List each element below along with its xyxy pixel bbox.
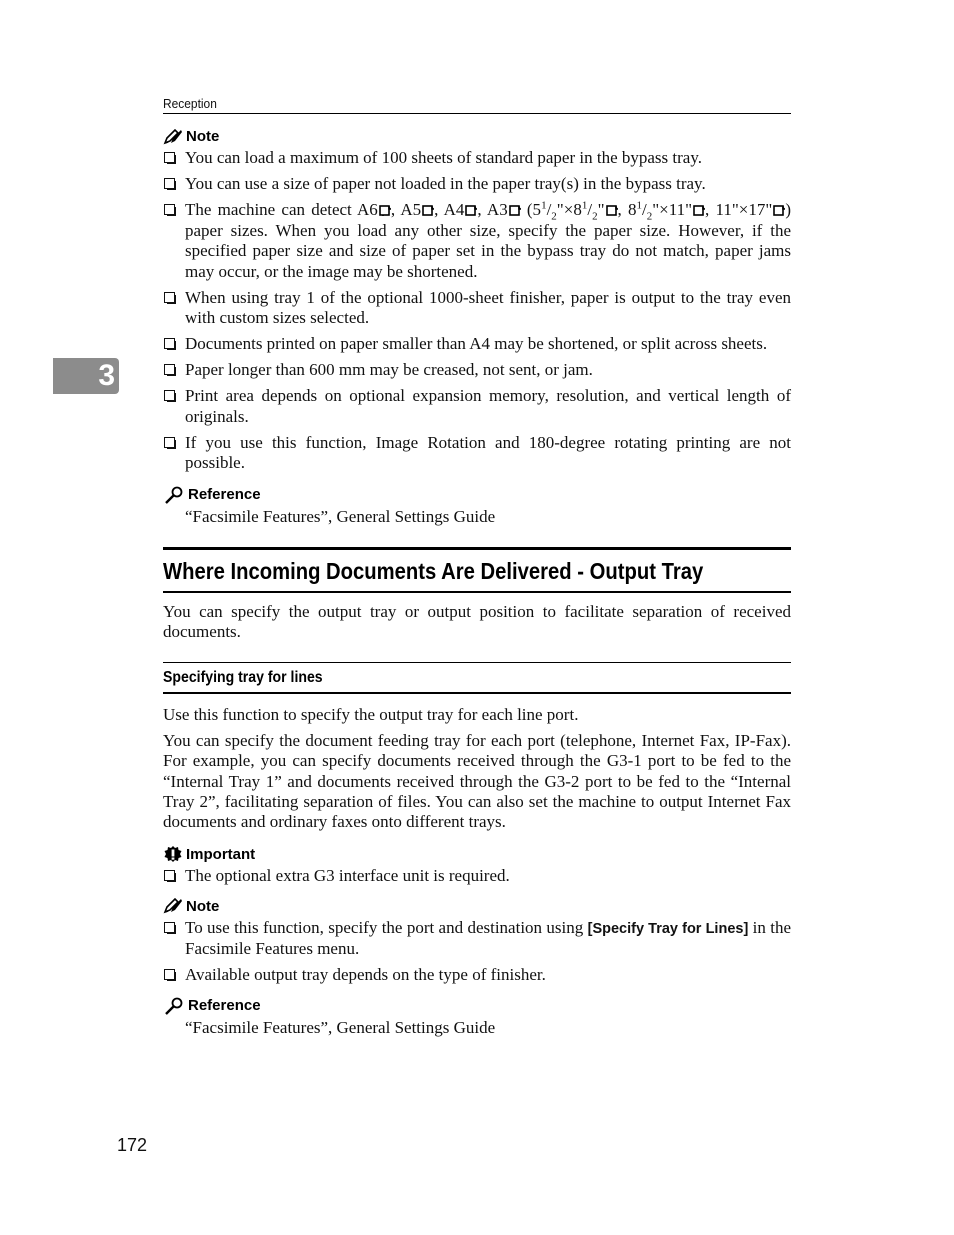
list-item: You can load a maximum of 100 sheets of standard paper in the bypass tray. [163, 148, 791, 169]
section-intro: You can specify the output tray or output position to facilitate separation of received documents. [163, 601, 791, 641]
list-item: Paper longer than 600 mm may be creased, not sent, or jam. [163, 360, 791, 381]
pencil-icon [163, 898, 183, 914]
checkbox-bullet-icon [164, 390, 175, 401]
list-item: The optional extra G3 interface unit is required. [163, 866, 791, 887]
pencil-icon [163, 129, 183, 145]
magnifier-icon [163, 997, 185, 1015]
list-item: You can use a size of paper not loaded in the paper tray(s) in the bypass tray. [163, 174, 791, 195]
list-item: Documents printed on paper smaller than A4 may be shortened, or split across sheets. [163, 334, 791, 355]
checkbox-bullet-icon [164, 969, 175, 980]
checkbox-bullet-icon [164, 870, 175, 881]
checkbox-bullet-icon [164, 364, 175, 375]
important-icon [163, 845, 183, 863]
important-list [163, 866, 791, 887]
section-title: Where Incoming Documents Are Delivered - Output Tray [163, 547, 791, 593]
reference-text: “Facsimile Features”, General Settings Guide [185, 506, 496, 526]
reference-heading: Reference [163, 997, 791, 1015]
paper-orientation-icon [379, 205, 391, 216]
reference-heading: Reference [163, 486, 791, 504]
checkbox-bullet-icon [164, 204, 175, 215]
list-item: If you use this function, Image Rotation and 180-degree rotating printing are not possible. [163, 433, 791, 474]
chapter-tab [53, 358, 119, 394]
list-item: The machine can detect A6 , A5 , A4 , A3 ($5^1/_2"\times 8^1/_2$" , $8^1/_2"\times 11$" , 11"×17" ) paper sizes. When you load any other size, specify the paper size. However, if the specified paper size and size of paper set in the bypass tray do not match, paper jams may occur, or the image may be shortened. [163, 200, 791, 282]
note-list [163, 918, 791, 986]
paper-orientation-icon [509, 205, 521, 216]
checkbox-bullet-icon [164, 437, 175, 448]
checkbox-bullet-icon [164, 338, 175, 349]
note-heading: Note [163, 898, 791, 915]
menu-key-label: [Specify Tray for Lines] [587, 920, 749, 937]
checkbox-bullet-icon [164, 922, 175, 933]
subsection-title: Specifying tray for lines [163, 662, 791, 694]
paper-orientation-icon [422, 205, 434, 216]
list-item: When using tray 1 of the optional 1000-sheet finisher, paper is output to the tray even with custom sizes selected. [163, 288, 791, 329]
checkbox-bullet-icon [164, 178, 175, 189]
subsection-para-1: Use this function to specify the output tray for each line port. [163, 704, 579, 724]
running-head: Reception [163, 96, 791, 114]
reference-text: “Facsimile Features”, General Settings Guide [185, 1017, 496, 1037]
paper-orientation-icon [606, 205, 618, 216]
page-number: 172 [117, 1135, 148, 1155]
page-content [163, 96, 791, 1038]
list-item: To use this function, specify the port and destination using [Specify Tray for Lines] in the Facsimile Features menu. [163, 918, 791, 960]
paper-orientation-icon [693, 205, 705, 216]
list-item: Available output tray depends on the type of finisher. [163, 965, 791, 986]
important-heading: Important [163, 845, 791, 863]
note-list [163, 148, 791, 474]
paper-orientation-icon [773, 205, 785, 216]
paper-orientation-icon [465, 205, 477, 216]
checkbox-bullet-icon [164, 292, 175, 303]
list-item: Print area depends on optional expansion memory, resolution, and vertical length of originals. [163, 386, 791, 427]
note-heading: Note [163, 128, 791, 145]
magnifier-icon [163, 486, 185, 504]
subsection-para-2: You can specify the document feeding tray for each port (telephone, Internet Fax, IP-Fax). For example, you can specify documents received through the G3-1 port to be fed to the “Internal Tray 1” and documents received through the G3-2 port to be fed to the “Internal Tray 2”, facilitating separation of files. You can also set the machine to output Internet Fax documents and ordinary faxes onto different trays. [163, 731, 791, 831]
checkbox-bullet-icon [164, 152, 175, 163]
chapter-number: 3 [98, 359, 115, 392]
